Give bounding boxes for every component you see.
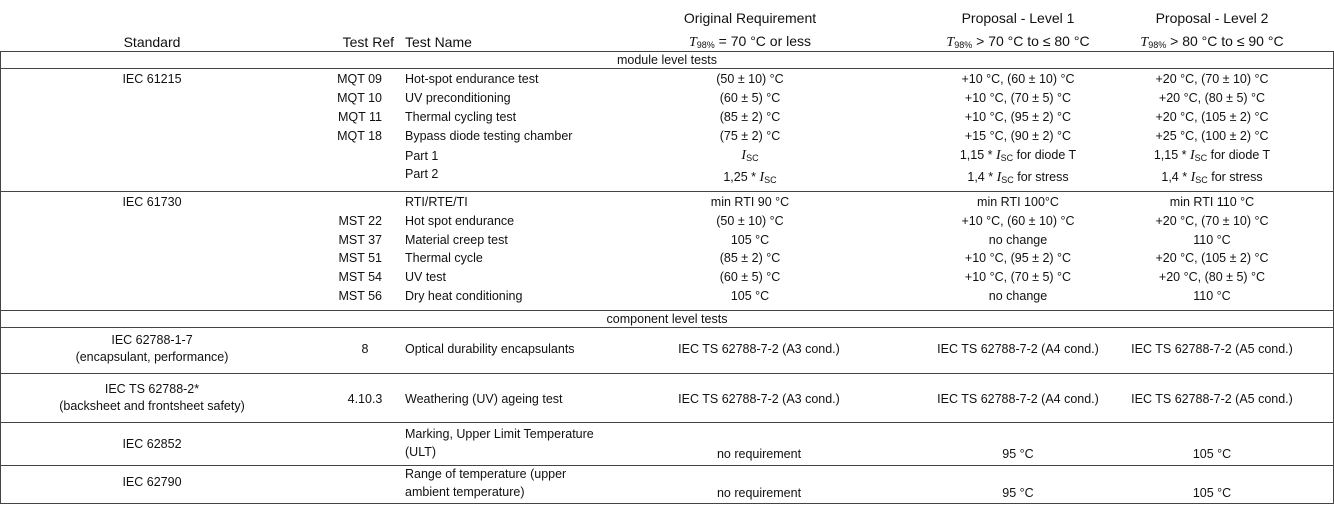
- test-ref: MQT 18: [337, 129, 382, 143]
- rule-header-bottom: [0, 51, 1334, 52]
- level2-value: IEC TS 62788-7-2 (A5 cond.): [1131, 392, 1293, 406]
- test-name: UV preconditioning: [405, 91, 511, 105]
- level2-value: +20 °C, (105 ± 2) °C: [1155, 110, 1269, 124]
- section-module-level: module level tests: [616, 53, 718, 67]
- header-test-name: Test Name: [405, 34, 472, 50]
- level1-value: 95 °C: [1002, 486, 1034, 500]
- test-ref: MST 22: [338, 214, 382, 228]
- original-value: (60 ± 5) °C: [719, 270, 781, 284]
- level2-value: $1,4 * I_{SC}$ for stress: [1161, 170, 1263, 185]
- test-ref: MQT 11: [338, 110, 382, 124]
- original-value: no requirement: [716, 447, 802, 461]
- test-name: Hot-spot endurance test: [405, 72, 539, 86]
- test-ref: MST 37: [338, 233, 382, 247]
- original-value: IEC TS 62788-7-2 (A3 cond.): [678, 342, 840, 356]
- rule-iec61730-bottom: [0, 310, 1334, 311]
- level1-value: +10 °C, (70 ± 5) °C: [964, 91, 1072, 105]
- level2-value: 110 °C: [1193, 289, 1231, 303]
- level1-value: +10 °C, (95 ± 2) °C: [964, 110, 1072, 124]
- test-name-line1: Marking, Upper Limit Temperature: [405, 427, 594, 441]
- test-name: Optical durability encapsulants: [405, 342, 575, 356]
- test-name: Material creep test: [405, 233, 508, 247]
- original-value: (50 ± 10) °C: [716, 72, 784, 86]
- level2-value: 110 °C: [1193, 233, 1231, 247]
- header-level1-title: Proposal - Level 1: [961, 10, 1075, 26]
- level1-value: min RTI 100°C: [977, 195, 1059, 209]
- level2-value: +25 °C, (100 ± 2) °C: [1155, 129, 1269, 143]
- original-value: min RTI 90 °C: [710, 195, 790, 209]
- header-standard: Standard: [123, 34, 181, 50]
- level2-value: IEC TS 62788-7-2 (A5 cond.): [1131, 342, 1293, 356]
- standard-name: IEC 62788-1-7: [111, 333, 193, 347]
- test-ref: MQT 10: [337, 91, 382, 105]
- level1-value: IEC TS 62788-7-2 (A4 cond.): [937, 342, 1099, 356]
- section-component-level: component level tests: [606, 312, 728, 326]
- level1-value: $1,4 * I_{SC}$ for stress: [967, 170, 1069, 185]
- test-name: Dry heat conditioning: [405, 289, 523, 303]
- test-name: UV test: [405, 270, 446, 284]
- level1-value: no change: [988, 289, 1048, 303]
- header-original-title: Original Requirement: [683, 10, 817, 26]
- level1-value: +10 °C, (60 ± 10) °C: [961, 72, 1075, 86]
- header-test-ref: Test Ref: [342, 34, 394, 50]
- level1-value: +10 °C, (70 ± 5) °C: [964, 270, 1072, 284]
- standard-iec61215: IEC 61215: [122, 72, 182, 86]
- test-name: Thermal cycle: [405, 251, 483, 265]
- border-left: [0, 51, 1, 504]
- original-value: IEC TS 62788-7-2 (A3 cond.): [678, 392, 840, 406]
- level1-value: +10 °C, (60 ± 10) °C: [961, 214, 1075, 228]
- level1-value: +15 °C, (90 ± 2) °C: [964, 129, 1072, 143]
- standard-scope: (encapsulant, performance): [75, 350, 229, 364]
- rule-c2-bottom: [0, 422, 1334, 423]
- original-value: no requirement: [716, 486, 802, 500]
- original-value: 105 °C: [730, 233, 770, 247]
- header-original-cond: $T_{98\%} = 70$ °C or less: [688, 33, 812, 50]
- standard-name: IEC 62852: [122, 437, 182, 451]
- level2-value: 105 °C: [1192, 447, 1232, 461]
- header-level2-title: Proposal - Level 2: [1155, 10, 1269, 26]
- level2-value: $1,15 * I_{SC}$ for diode T: [1153, 148, 1271, 163]
- standard-name: IEC TS 62788-2*: [104, 382, 200, 396]
- original-value: (60 ± 5) °C: [719, 91, 781, 105]
- test-ref: 8: [361, 342, 369, 356]
- original-value: (50 ± 10) °C: [716, 214, 784, 228]
- level2-value: +20 °C, (70 ± 10) °C: [1155, 214, 1269, 228]
- rule-component-section: [0, 327, 1334, 328]
- level2-value: +20 °C, (70 ± 10) °C: [1155, 72, 1269, 86]
- rule-c3-bottom: [0, 465, 1334, 466]
- level1-value: $1,15 * I_{SC}$ for diode T: [959, 148, 1077, 163]
- original-value: (75 ± 2) °C: [719, 129, 781, 143]
- level1-value: IEC TS 62788-7-2 (A4 cond.): [937, 392, 1099, 406]
- level1-value: +10 °C, (95 ± 2) °C: [964, 251, 1072, 265]
- original-value: (85 ± 2) °C: [719, 110, 781, 124]
- test-name-line2: ambient temperature): [405, 485, 525, 499]
- original-value: (85 ± 2) °C: [719, 251, 781, 265]
- rule-c1-bottom: [0, 373, 1334, 374]
- header-level1-cond: $T_{98\%} > 70$ °C to ≤ 80 °C: [946, 33, 1090, 50]
- test-name-line1: Range of temperature (upper: [405, 467, 567, 481]
- original-value: $I_{SC}$: [741, 148, 759, 163]
- standard-iec61730: IEC 61730: [122, 195, 182, 209]
- test-ref: MST 56: [338, 289, 382, 303]
- test-ref: MST 51: [338, 251, 382, 265]
- test-name-line2: (ULT): [405, 445, 437, 459]
- rule-module-section: [0, 68, 1334, 69]
- test-ref: MQT 09: [337, 72, 382, 86]
- test-name: Thermal cycling test: [405, 110, 517, 124]
- test-ref: MST 54: [338, 270, 382, 284]
- test-name: Weathering (UV) ageing test: [405, 392, 563, 406]
- original-value: 105 °C: [730, 289, 770, 303]
- rule-table-bottom: [0, 503, 1334, 504]
- test-name: Part 1: [405, 149, 439, 163]
- original-value: $1,25 * I_{SC}$: [723, 170, 777, 185]
- test-name: RTI/RTE/TI: [405, 195, 468, 209]
- test-name: Hot spot endurance: [405, 214, 515, 228]
- level1-value: 95 °C: [1002, 447, 1034, 461]
- level1-value: no change: [988, 233, 1048, 247]
- standard-scope: (backsheet and frontsheet safety): [59, 399, 245, 413]
- level2-value: min RTI 110 °C: [1169, 195, 1255, 209]
- level2-value: +20 °C, (80 ± 5) °C: [1158, 91, 1266, 105]
- test-name: Bypass diode testing chamber: [405, 129, 573, 143]
- standard-name: IEC 62790: [122, 475, 182, 489]
- rule-iec61215-bottom: [0, 191, 1334, 192]
- level2-value: 105 °C: [1192, 486, 1232, 500]
- header-level2-cond: $T_{98\%} > 80$ °C to ≤ 90 °C: [1140, 33, 1284, 50]
- test-name: Part 2: [405, 167, 439, 181]
- test-ref: 4.10.3: [347, 392, 383, 406]
- level2-value: +20 °C, (105 ± 2) °C: [1155, 251, 1269, 265]
- level2-value: +20 °C, (80 ± 5) °C: [1158, 270, 1266, 284]
